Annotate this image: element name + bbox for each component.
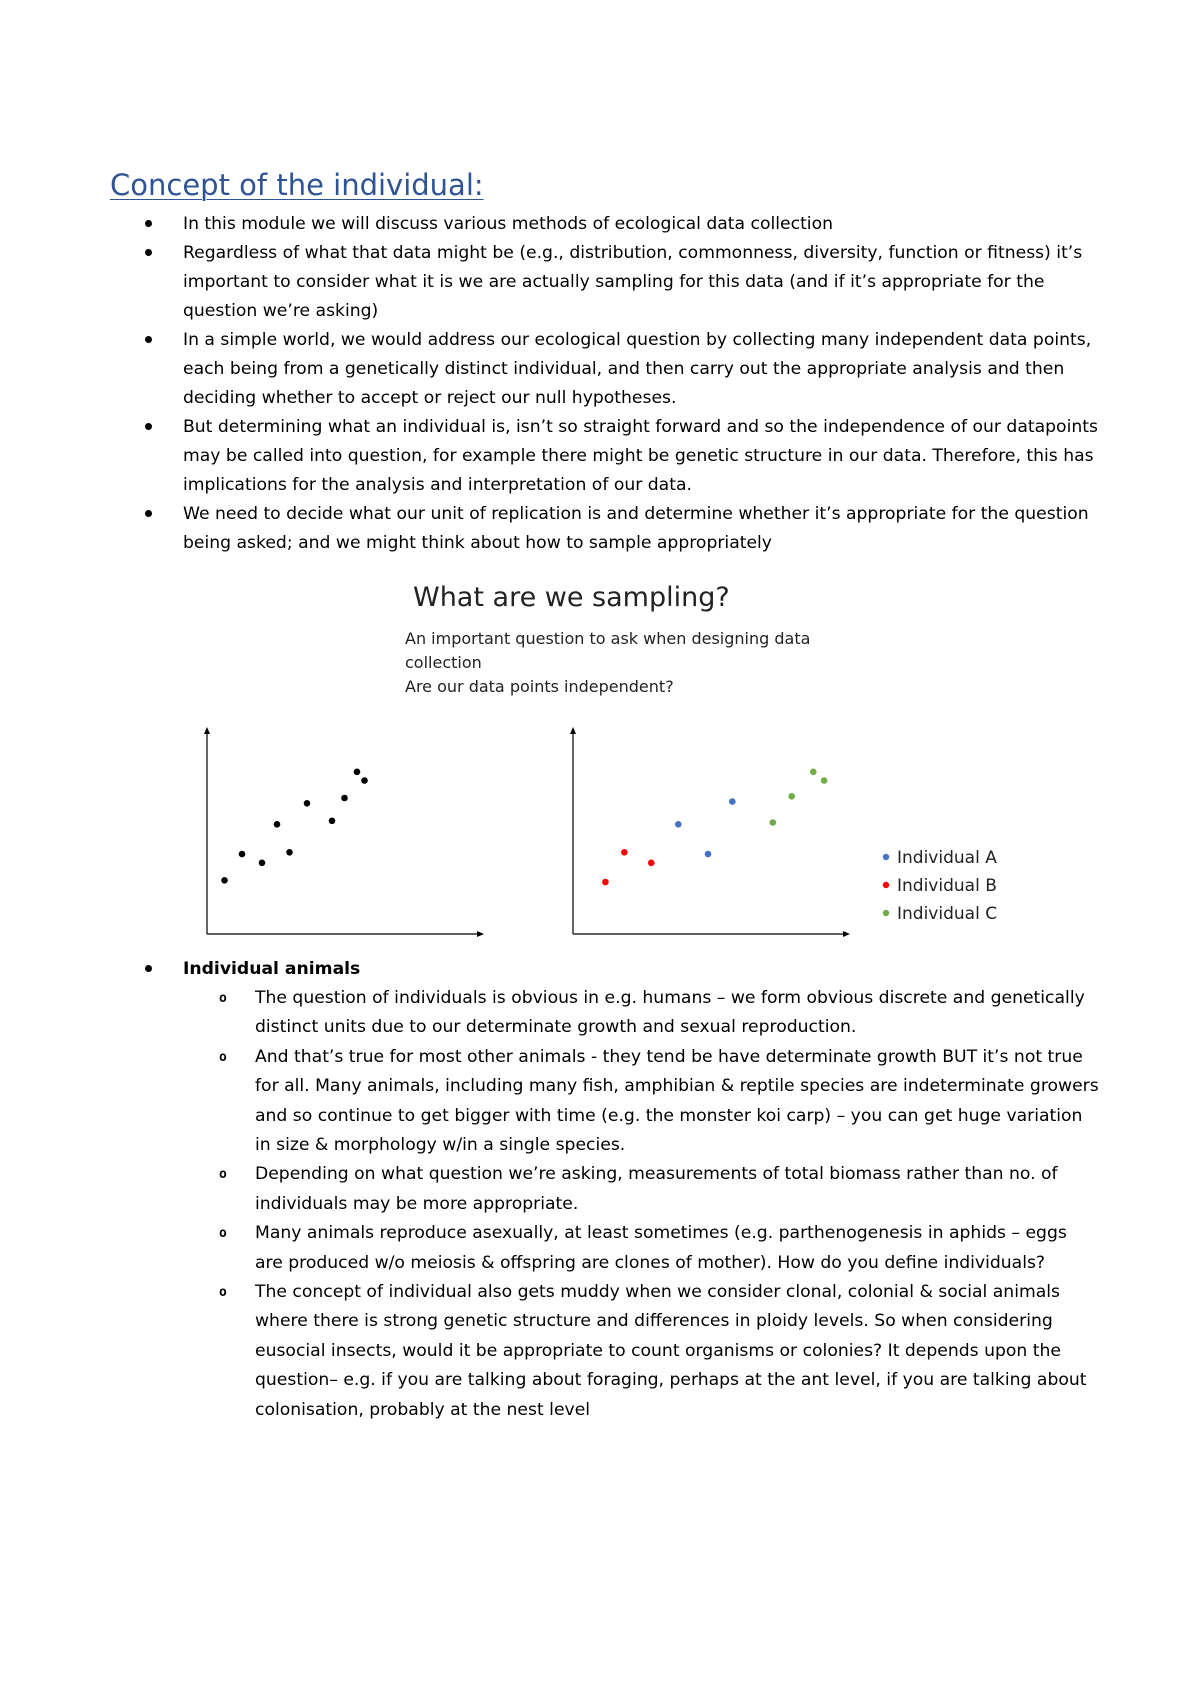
sub-bullet-item: o And that’s true for most other animals - they tend be have determinate growth BUT it’s not true for all. Many animals, including many fish, amphibian & reptile species are indeterminate growers and so continue to get bigger with time (e.g. the monster koi carp) – you can get huge variation in size & morphology w/in a single species. xyxy=(183,1043,1100,1161)
bullet-item xyxy=(0,955,1200,1425)
scatter-charts xyxy=(195,572,1015,942)
individual-animals-section xyxy=(0,955,1200,1425)
scatter-point-left-0-0 xyxy=(221,877,228,884)
sub-bullet-item: o The question of individuals is obvious in e.g. humans – we form obvious discrete and genetically distinct units due to our determinate growth and sexual reproduction. xyxy=(183,984,1100,1043)
legend-label-individual-a: Individual A xyxy=(897,848,997,868)
scatter-point-left-0-8 xyxy=(354,769,361,776)
scatter-point-right-2-2 xyxy=(810,769,817,776)
legend-marker-individual-b xyxy=(883,882,889,888)
scatter-point-left-0-1 xyxy=(239,851,246,858)
scatter-point-right-0-0 xyxy=(675,821,682,828)
page-title: Concept of the individual: xyxy=(110,168,484,202)
scatter-point-right-1-0 xyxy=(602,879,609,886)
right-chart-axes xyxy=(570,727,850,937)
bullet-item: But determining what an individual is, isn’t so straight forward and so the independence of our datapoints may be called into question, for example there might be genetic structure in our data. Therefore, this has implications for the analysis and interpretation of our data. xyxy=(0,413,1200,500)
left-x-arrow xyxy=(477,931,484,937)
bullet-item: We need to decide what our unit of replication is and determine whether it’s appropriate for the question being asked; and we might think about how to sample appropriately xyxy=(0,500,1200,558)
scatter-point-right-0-1 xyxy=(705,851,712,858)
scatter-point-right-2-3 xyxy=(821,777,828,784)
scatter-point-left-0-3 xyxy=(274,821,281,828)
figure-text-line: collection xyxy=(405,653,482,672)
right-y-arrow xyxy=(570,727,576,734)
right-chart-legend xyxy=(883,848,997,924)
scatter-point-left-0-7 xyxy=(341,795,348,802)
legend-marker-individual-c xyxy=(883,910,889,916)
sub-bullet-item: o Depending on what question we’re asking, measurements of total biomass rather than no. of individuals may be more appropriate. xyxy=(183,1160,1100,1219)
bullet-item: In a simple world, we would address our ecological question by collecting many independent data points, each being from a genetically distinct individual, and then carry out the appropriate analysis and then deciding whether to accept or reject our null hypotheses. xyxy=(0,326,1200,413)
sub-bullet-item: o The concept of individual also gets muddy when we consider clonal, colonial & social animals where there is strong genetic structure and differences in ploidy levels. So when considering eusocial insects, would it be appropriate to count organisms or colonies? It depends upon the question– e.g. if you are talking about foraging, perhaps at the ant level, if you are talking about colonisation, probably at the nest level xyxy=(183,1278,1100,1425)
scatter-point-right-2-0 xyxy=(770,819,777,826)
left-chart-axes xyxy=(204,727,484,937)
scatter-point-left-0-4 xyxy=(286,849,293,856)
scatter-point-right-2-1 xyxy=(788,793,795,800)
intro-bullet-list xyxy=(0,210,1200,558)
figure-title: What are we sampling? xyxy=(413,582,730,613)
right-x-arrow xyxy=(843,931,850,937)
right-chart-points xyxy=(602,769,827,886)
sampling-figure xyxy=(195,572,1015,942)
figure-text-line: An important question to ask when designing data xyxy=(405,629,811,648)
section-heading: Individual animals xyxy=(183,959,361,979)
left-chart-points xyxy=(221,769,368,884)
scatter-point-left-0-2 xyxy=(259,860,266,867)
scatter-point-left-0-5 xyxy=(304,800,311,807)
sub-bullet-list xyxy=(183,984,1100,1425)
legend-label-individual-b: Individual B xyxy=(897,876,997,896)
sub-bullet-item: o Many animals reproduce asexually, at least sometimes (e.g. parthenogenesis in aphids – eggs are produced w/o meiosis & offspring are clones of mother). How do you define individuals? xyxy=(183,1219,1100,1278)
scatter-point-left-0-9 xyxy=(361,777,368,784)
scatter-point-right-1-2 xyxy=(648,860,655,867)
bullet-item: In this module we will discuss various methods of ecological data collection xyxy=(0,210,1200,239)
legend-marker-individual-a xyxy=(883,854,889,860)
bullet-item: Regardless of what that data might be (e.g., distribution, commonness, diversity, function or fitness) it’s important to consider what it is we are actually sampling for this data (and if it’s appropriate for the question we’re asking) xyxy=(0,239,1200,326)
scatter-point-left-0-6 xyxy=(329,818,336,825)
left-y-arrow xyxy=(204,727,210,734)
figure-text-line: Are our data points independent? xyxy=(405,677,674,696)
scatter-point-right-1-1 xyxy=(621,849,628,856)
legend-label-individual-c: Individual C xyxy=(897,904,998,924)
scatter-point-right-0-2 xyxy=(729,798,736,805)
